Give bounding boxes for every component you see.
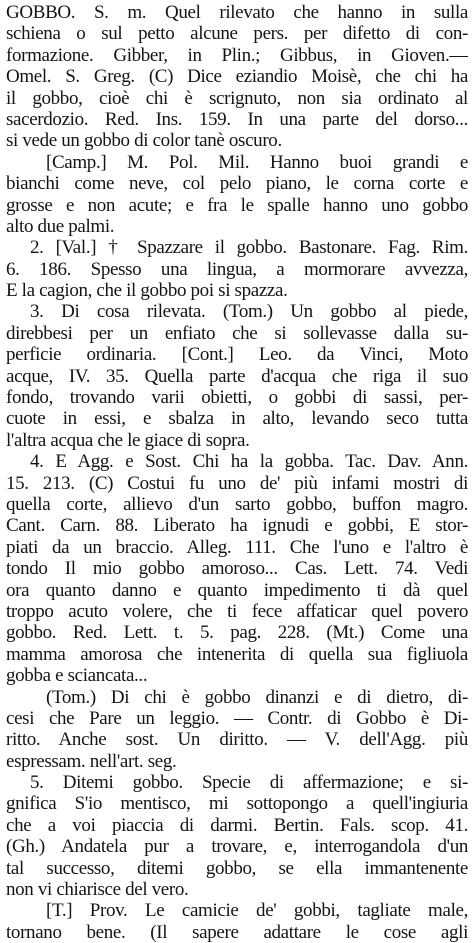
entry-line: gobbo. Red. Lett. t. 5. pag. 228. (Mt.) Come una bbox=[6, 622, 468, 644]
entry-line: Omel. S. Greg. (C) Dice eziandio Moisè, che chi ha bbox=[6, 66, 468, 88]
sense-2-line: 2. [Val.] † Spazzare il gobbo. Bastonare. Fag. Rim. bbox=[30, 237, 468, 259]
entry-line: acque, IV. 35. Quella parte d'acqua che riga il suo bbox=[6, 365, 468, 387]
dictionary-entry bbox=[6, 2, 468, 943]
entry-line: direbbesi per un enfiato che si sollevasse dalla su- bbox=[6, 322, 468, 344]
entry-line: che a voi piaccia di darmi. Bertin. Fals. scop. 41. bbox=[6, 814, 468, 836]
entry-line: tal successo, ditemi gobbo, se ella immantenente bbox=[6, 857, 468, 879]
entry-line: perficie ordinaria. [Cont.] Leo. da Vinci, Moto bbox=[6, 344, 468, 366]
entry-line: troppo acuto volere, che ti fece affaticar quel povero bbox=[6, 600, 468, 622]
entry-line: sacerdozio. Red. Ins. 159. In una parte del dorso... bbox=[6, 108, 468, 130]
entry-line: tondo Il mio gobbo amoroso... Cas. Lett. 74. Vedi bbox=[6, 558, 468, 580]
entry-line-camp: [Camp.] M. Pol. Mil. Hanno buoi grandi e bbox=[46, 151, 468, 173]
entry-line: ora quanto danno e quanto impedimento ti dà quel bbox=[6, 579, 468, 601]
sense-4-line: 4. E Agg. e Sost. Chi ha la gobba. Tac. Dav. Ann. bbox=[30, 451, 468, 473]
entry-line: 6. 186. Spesso una lingua, a mormorare avvezza, bbox=[6, 258, 468, 280]
entry-line-tom: (Tom.) Di chi è gobbo dinanzi e di dietro, di- bbox=[46, 686, 468, 708]
entry-line: l'altra acqua che le giace di sopra. bbox=[6, 429, 250, 451]
entry-line: gobba e sciancata... bbox=[6, 665, 148, 687]
entry-line: schiena o sul petto alcune pers. per difetto di con- bbox=[6, 23, 468, 45]
entry-line: quella corte, allievo d'un sarto gobbo, buffon magro. bbox=[6, 493, 468, 515]
entry-line: non vi chiarisce del vero. bbox=[6, 879, 189, 901]
entry-line: espressam. nell'art. seg. bbox=[6, 750, 177, 772]
entry-line: gnifica S'io mentisco, mi sottopongo a quell'ingiuria bbox=[6, 793, 468, 815]
entry-line: Cant. Carn. 88. Liberato ha ignudi e gobbi, E stor- bbox=[6, 515, 468, 537]
entry-line: cesi che Pare un leggio. — Contr. di Gobbo è Di- bbox=[6, 707, 468, 729]
entry-line: alto due palmi. bbox=[6, 215, 115, 237]
entry-line: tornano bene. (Il sapere adattare le cose agli bbox=[6, 921, 468, 943]
entry-line: ritto. Anche sost. Un diritto. — V. dell'Agg. più bbox=[6, 729, 468, 751]
sense-5-line: 5. Ditemi gobbo. Specie di affermazione; e si- bbox=[30, 772, 468, 794]
sense-3-line: 3. Di cosa rilevata. (Tom.) Un gobbo al piede, bbox=[30, 301, 468, 323]
entry-line: piati da un braccio. Alleg. 111. Che l'uno e l'altro è bbox=[6, 536, 468, 558]
entry-line-proverb: [T.] Prov. Le camicie de' gobbi, tagliate male, bbox=[46, 900, 468, 922]
entry-line: grosse e non acute; e fra le spalle hanno uno gobbo bbox=[6, 194, 468, 216]
entry-line: il gobbo, cioè chi è scrignuto, non sia ordinato al bbox=[6, 87, 468, 109]
entry-line: si vede un gobbo di color tanè oscuro. bbox=[6, 130, 282, 152]
entry-line: bianchi come neve, col pelo piano, le corna corte e bbox=[6, 173, 468, 195]
entry-line: cuote in essi, e sbalza in alto, levando seco tutta bbox=[6, 408, 468, 430]
entry-headword-line: GOBBO. S. m. Quel rilevato che hanno in sulla bbox=[6, 2, 468, 23]
entry-line: fondo, trovando varii obietti, o gobbi di sassi, per- bbox=[6, 387, 468, 409]
entry-line: 15. 213. (C) Costui fu uno de' più infami mostri di bbox=[6, 472, 468, 494]
entry-line: E la cagion, che il gobbo poi si spazza. bbox=[6, 280, 288, 302]
entry-line: mamma amorosa che intenerita di quella sua figliuola bbox=[6, 643, 468, 665]
entry-line: formazione. Gibber, in Plin.; Gibbus, in Gioven.— bbox=[6, 44, 468, 66]
entry-line: (Gh.) Andatela pur a trovare, e, interrogandola d'un bbox=[6, 836, 468, 858]
